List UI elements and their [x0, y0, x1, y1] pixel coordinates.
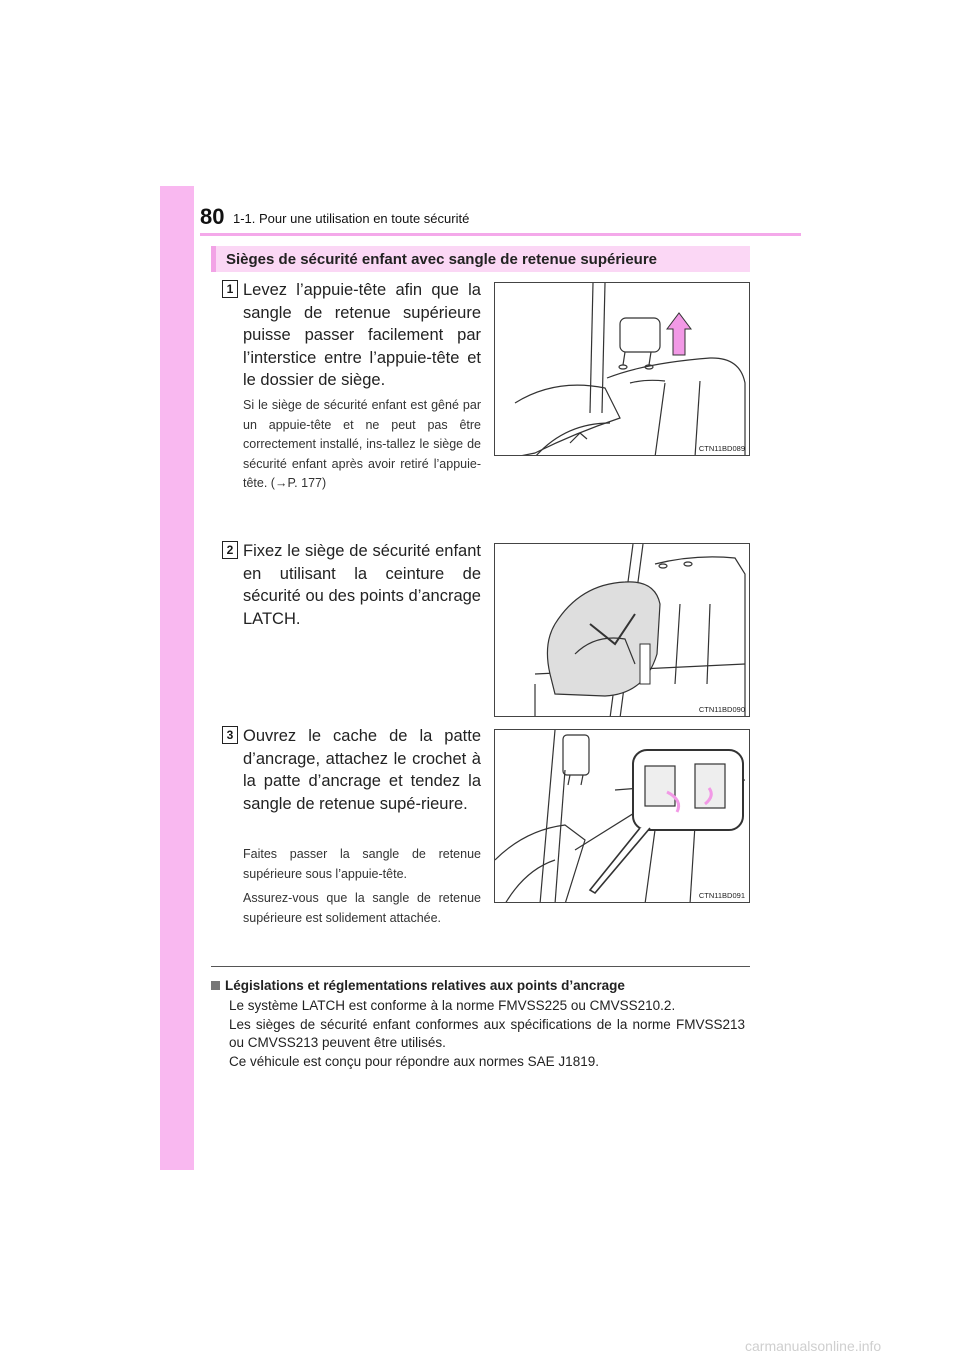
- section-divider: [211, 966, 750, 967]
- info-paragraph: Ce véhicule est conçu pour répondre aux normes SAE J1819.: [229, 1053, 599, 1069]
- step-1-text: Levez l’appuie-tête afin que la sangle de retenue supérieure puisse passer facilement par l’interstice entre l’appuie-tête et le dossier de siège.: [243, 281, 481, 389]
- step-3-text: Ouvrez le cache de la patte d’ancrage, attachez le crochet à la patte d’ancrage et tendez la sangle de retenue supé-rieure.: [243, 727, 481, 813]
- info-paragraph: Le système LATCH est conforme à la norme FMVSS225 ou CMVSS210.2.: [229, 998, 676, 1013]
- chapter-side-band: [160, 186, 194, 1170]
- step-3-note-1: Faites passer la sangle de retenue supérieure sous l’appuie-tête.: [243, 847, 481, 881]
- figure-raise-headrest: [494, 282, 750, 456]
- headrest-illustration: [495, 283, 750, 456]
- info-body: [229, 997, 745, 1071]
- tether-anchor-illustration: [495, 730, 750, 903]
- child-seat-illustration: [495, 544, 750, 717]
- chapter-title: 1-1. Pour une utilisation en toute sécurité: [233, 211, 470, 226]
- figure-code: CTN11BD090: [698, 705, 745, 714]
- figure-install-child-seat: [494, 543, 750, 717]
- header-divider: [200, 233, 801, 236]
- figure-code: CTN11BD091: [698, 891, 745, 900]
- square-bullet-icon: [211, 981, 220, 990]
- section-heading: Sièges de sécurité enfant avec sangle de retenue supérieure: [211, 246, 750, 272]
- info-heading: [211, 978, 625, 993]
- page-number: 80: [200, 204, 225, 229]
- figure-code: CTN11BD089: [698, 444, 745, 453]
- step-number-1: 1: [222, 280, 238, 298]
- step-1-note: Si le siège de sécurité enfant est gêné par un appuie-tête et ne peut pas être correctement installé, ins-tallez le siège de sécurité enfant après avoir retiré l’appuie-tête. (→P. 177): [243, 398, 481, 490]
- step-2-text: Fixez le siège de sécurité enfant en utilisant la ceinture de sécurité ou des points d’ancrage LATCH.: [243, 542, 481, 628]
- step-number-3: 3: [222, 726, 238, 744]
- watermark: carmanualsonline.info: [745, 1338, 882, 1354]
- info-paragraph: Les sièges de sécurité enfant conformes aux spécifications de la norme FMVSS213 ou CMVSS213 peuvent être utilisés.: [229, 1016, 745, 1050]
- step-3-note-2: Assurez-vous que la sangle de retenue supérieure est solidement attachée.: [243, 891, 481, 925]
- figure-attach-tether: [494, 729, 750, 903]
- step-number-2: 2: [222, 541, 238, 559]
- info-heading-text: Législations et réglementations relatives aux points d’ancrage: [225, 978, 625, 993]
